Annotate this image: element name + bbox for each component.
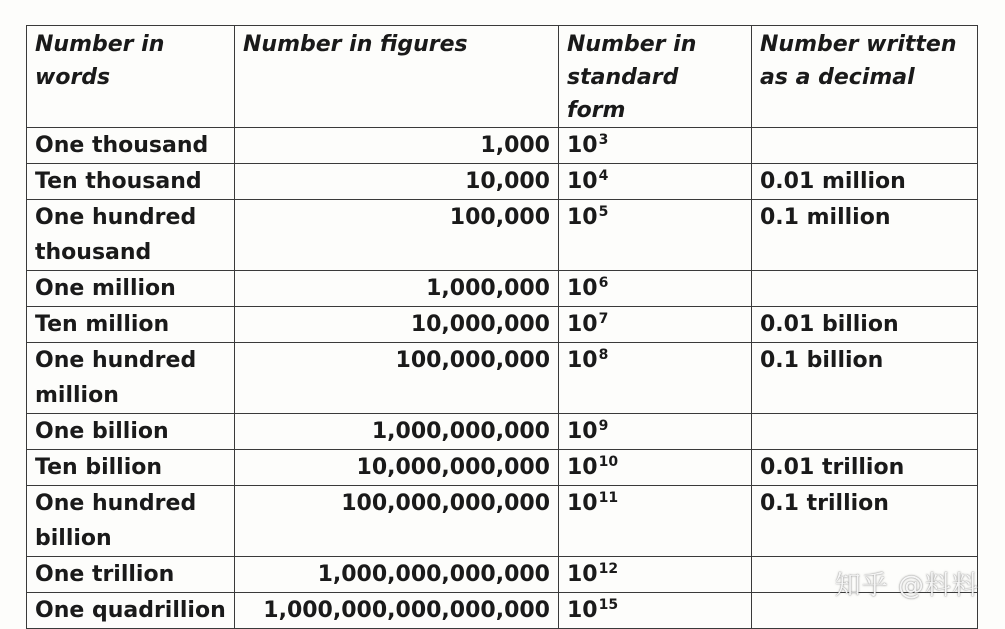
power-exponent: 15 <box>598 597 619 613</box>
cell-decimal: 0.1 million <box>752 200 978 271</box>
table-row <box>27 486 978 557</box>
header-words: Number in words <box>27 26 235 128</box>
power-exponent: 8 <box>598 347 609 363</box>
table-row <box>27 200 978 271</box>
power-exponent: 4 <box>598 168 609 184</box>
cell-figures: 1,000,000,000 <box>235 414 559 450</box>
cell-words: Ten million <box>27 307 235 343</box>
power-base: 10 <box>567 598 598 623</box>
cell-decimal <box>752 414 978 450</box>
table-row <box>27 343 978 414</box>
cell-standard-form <box>559 271 752 307</box>
cell-standard-form <box>559 200 752 271</box>
power-base: 10 <box>567 133 598 158</box>
cell-decimal: 0.1 billion <box>752 343 978 414</box>
cell-decimal <box>752 128 978 164</box>
power-base: 10 <box>567 455 598 480</box>
power-base: 10 <box>567 562 598 587</box>
power-base: 10 <box>567 348 598 373</box>
watermark: 知乎 @料料 <box>834 571 979 601</box>
header-figures: Number in figures <box>235 26 559 128</box>
table-row <box>27 414 978 450</box>
cell-decimal <box>752 271 978 307</box>
place-value-table <box>26 25 978 629</box>
cell-figures: 1,000 <box>235 128 559 164</box>
cell-standard-form <box>559 486 752 557</box>
power-exponent: 5 <box>598 204 609 220</box>
table-row <box>27 164 978 200</box>
cell-standard-form <box>559 557 752 593</box>
cell-figures: 1,000,000,000,000 <box>235 557 559 593</box>
cell-figures: 100,000 <box>235 200 559 271</box>
cell-words: One billion <box>27 414 235 450</box>
cell-words: One hundred billion <box>27 486 235 557</box>
cell-standard-form <box>559 593 752 629</box>
cell-decimal: 0.01 million <box>752 164 978 200</box>
cell-figures: 10,000,000,000 <box>235 450 559 486</box>
cell-words: One hundred million <box>27 343 235 414</box>
cell-standard-form <box>559 128 752 164</box>
cell-decimal: 0.1 trillion <box>752 486 978 557</box>
power-exponent: 3 <box>598 132 609 148</box>
cell-standard-form <box>559 414 752 450</box>
cell-figures: 1,000,000,000,000,000 <box>235 593 559 629</box>
cell-standard-form <box>559 343 752 414</box>
cell-decimal: 0.01 billion <box>752 307 978 343</box>
power-base: 10 <box>567 205 598 230</box>
cell-words: One million <box>27 271 235 307</box>
table-row <box>27 450 978 486</box>
power-base: 10 <box>567 169 598 194</box>
cell-figures: 1,000,000 <box>235 271 559 307</box>
power-exponent: 11 <box>598 490 619 506</box>
cell-figures: 100,000,000,000 <box>235 486 559 557</box>
power-exponent: 6 <box>598 275 609 291</box>
cell-standard-form <box>559 164 752 200</box>
power-base: 10 <box>567 276 598 301</box>
power-base: 10 <box>567 312 598 337</box>
table-row <box>27 307 978 343</box>
cell-figures: 10,000,000 <box>235 307 559 343</box>
table-body <box>27 128 978 629</box>
power-base: 10 <box>567 491 598 516</box>
header-decimal: Number written as a decimal <box>752 26 978 128</box>
table-row <box>27 128 978 164</box>
cell-standard-form <box>559 450 752 486</box>
cell-figures: 10,000 <box>235 164 559 200</box>
cell-words: One thousand <box>27 128 235 164</box>
cell-figures: 100,000,000 <box>235 343 559 414</box>
power-exponent: 12 <box>598 561 619 577</box>
cell-words: One quadrillion <box>27 593 235 629</box>
cell-decimal: 0.01 trillion <box>752 450 978 486</box>
cell-words: Ten thousand <box>27 164 235 200</box>
power-base: 10 <box>567 419 598 444</box>
cell-words: Ten billion <box>27 450 235 486</box>
cell-words: One trillion <box>27 557 235 593</box>
power-exponent: 10 <box>598 454 619 470</box>
cell-words: One hundred thousand <box>27 200 235 271</box>
power-exponent: 7 <box>598 311 609 327</box>
header-row <box>27 26 978 128</box>
power-exponent: 9 <box>598 418 609 434</box>
table-row <box>27 271 978 307</box>
header-standard-form: Number in standard form <box>559 26 752 128</box>
cell-standard-form <box>559 307 752 343</box>
